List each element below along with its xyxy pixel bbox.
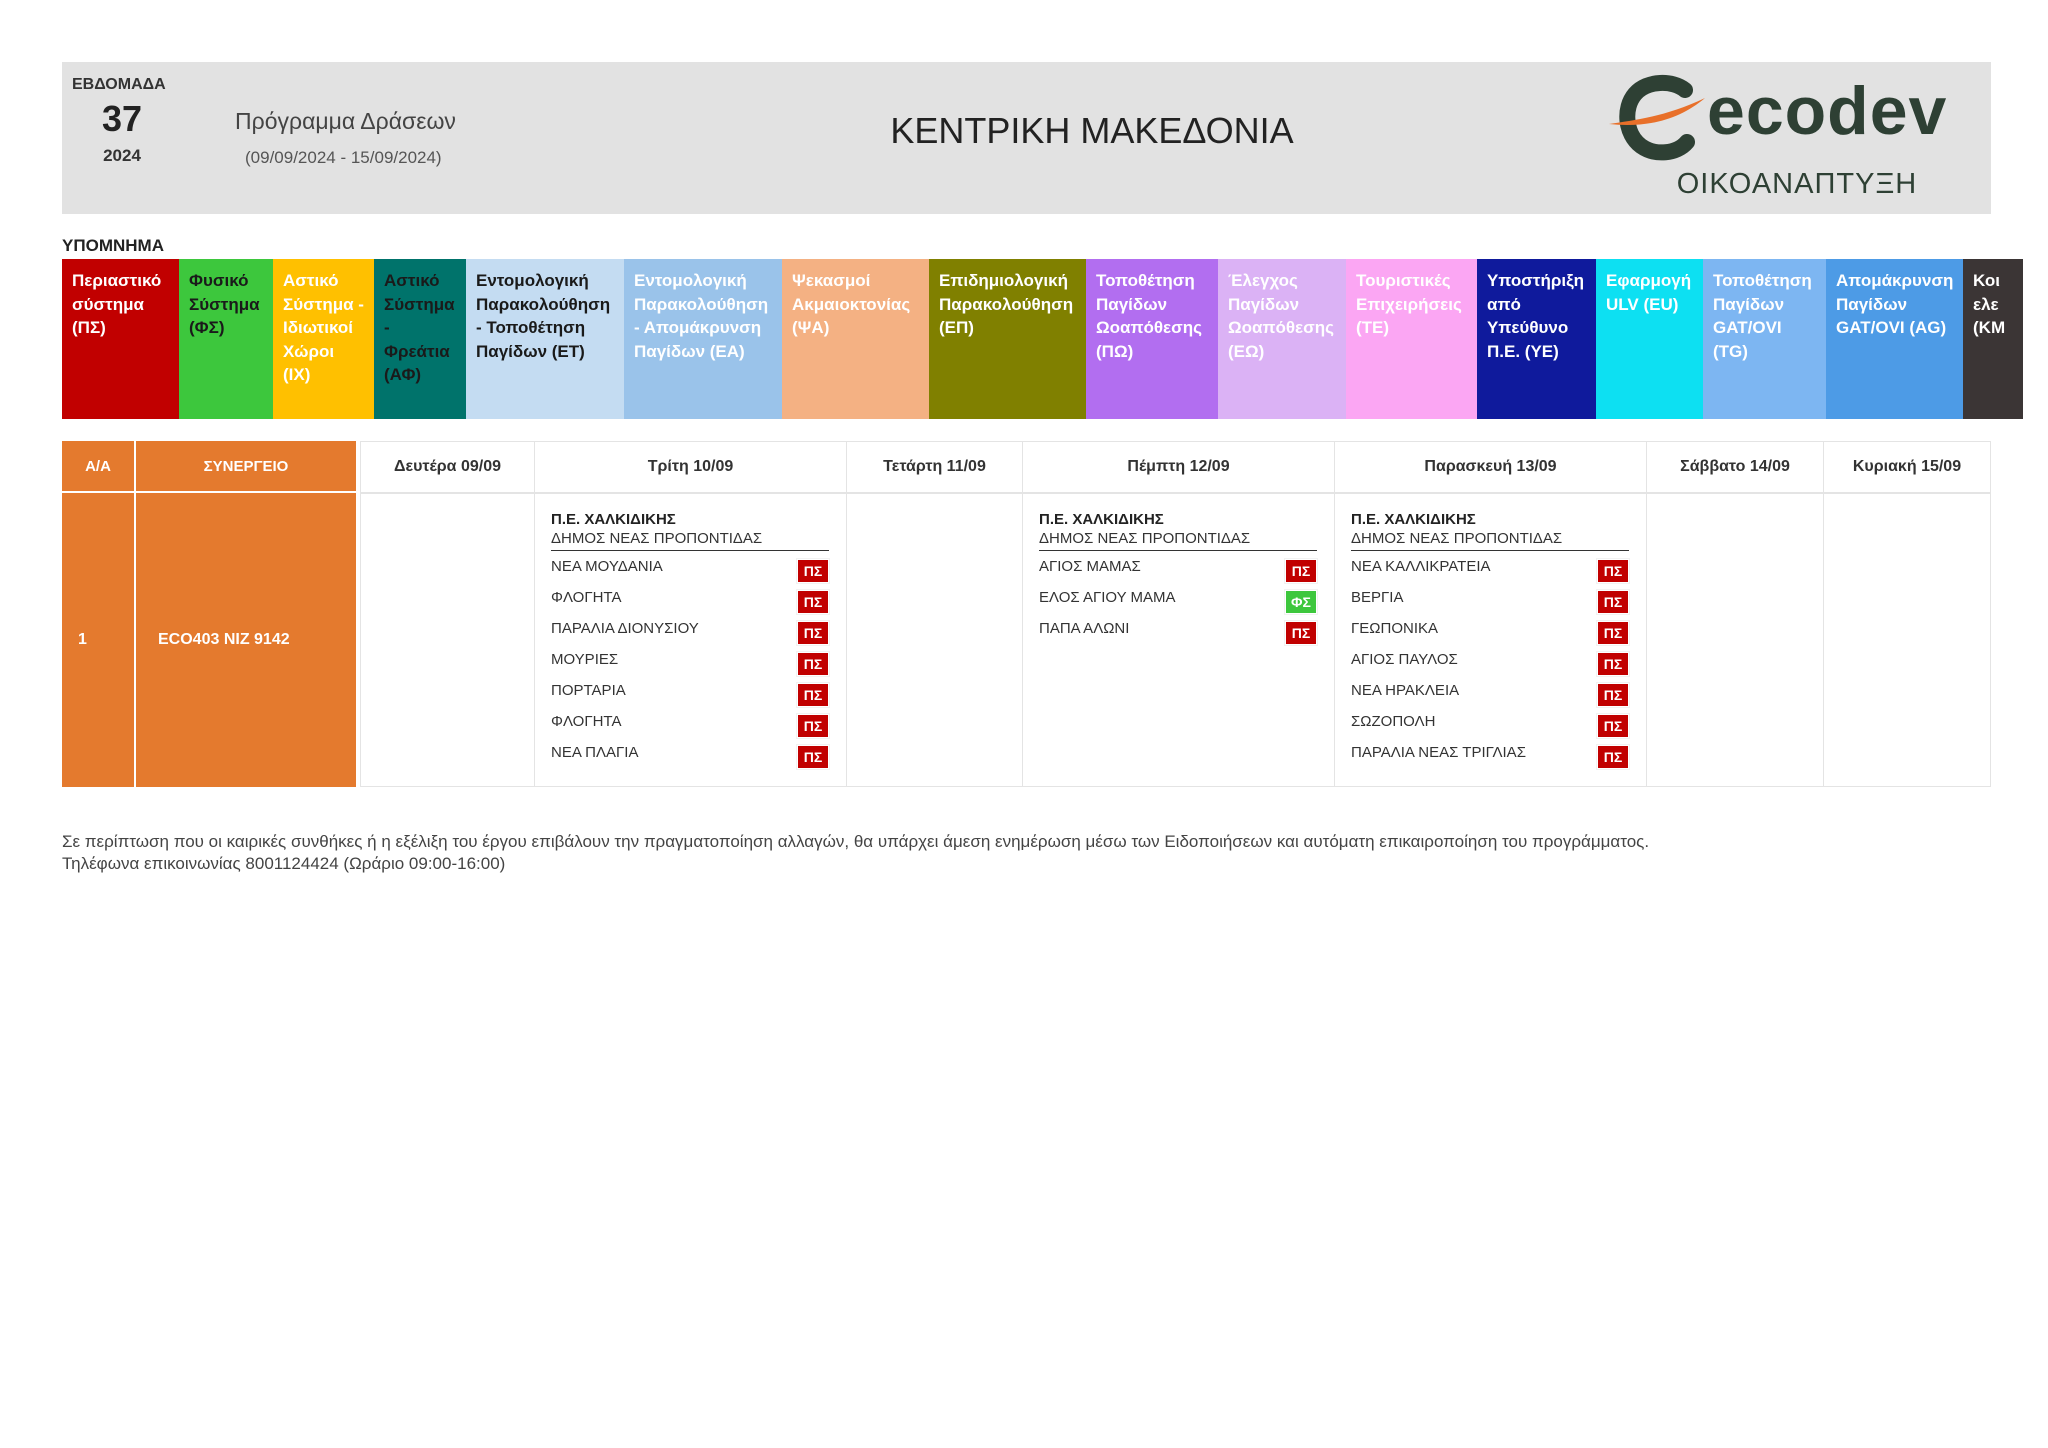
footer-disclaimer: Σε περίπτωση που οι καιρικές συνθήκες ή η εξέλιξη του έργου επιβάλουν την πραγματοποίηση αλλαγών, θα υπάρχει άμεση ενημέρωση μέσω των Ειδοποιήσεων και αυτόματη επικαιροποίηση του προγράμματος. [62, 832, 1650, 851]
legend-item: Τοποθέτηση Παγίδων Ωοαπόθεσης (ΠΩ) [1086, 259, 1218, 419]
logo-subtitle: ΟΙΚΟΑΝΑΠΤΥΞΗ [1676, 168, 1918, 200]
system-code-badge: ΠΣ [797, 652, 829, 676]
location-row [1039, 551, 1317, 582]
location-name: ΕΛΟΣ ΑΓΙΟΥ ΜΑΜΑ [1039, 589, 1176, 606]
location-row [551, 737, 829, 768]
system-code-badge: ΠΣ [1285, 621, 1317, 645]
legend-item: Τουριστικές Επιχειρήσεις (ΤΕ) [1346, 259, 1477, 419]
location-name: ΝΕΑ ΠΛΑΓΙΑ [551, 744, 639, 761]
program-dates: (09/09/2024 - 15/09/2024) [245, 148, 442, 167]
location-row [551, 644, 829, 675]
municipality: ΔΗΜΟΣ ΝΕΑΣ ΠΡΟΠΟΝΤΙΔΑΣ [551, 529, 829, 551]
location-name: ΦΛΟΓΗΤΑ [551, 713, 622, 730]
legend-item: Εφαρμογή ULV (EU) [1596, 259, 1703, 419]
crew-id: ECO403 NIZ 9142 [158, 631, 290, 648]
crew-column [136, 441, 358, 787]
regional-unit: Π.Ε. ΧΑΛΚΙΔΙΚΗΣ [551, 511, 676, 528]
location-row [551, 551, 829, 582]
aa-header: Α/Α [62, 441, 134, 493]
location-name: ΝΕΑ ΚΑΛΛΙΚΡΑΤΕΙΑ [1351, 558, 1491, 575]
day-column [535, 441, 847, 787]
legend-item: Κοι ελε (ΚΜ [1963, 259, 2023, 419]
system-code-badge: ΠΣ [797, 621, 829, 645]
location-row [551, 675, 829, 706]
system-code-badge: ΠΣ [1597, 714, 1629, 738]
footer-contact: Τηλέφωνα επικοινωνίας 8001124424 (Ωράριο 09:00-16:00) [62, 854, 506, 873]
day-column [1824, 441, 1991, 787]
location-row [1351, 613, 1629, 644]
location-row [1351, 582, 1629, 613]
day-header: Κυριακή 15/09 [1824, 442, 1990, 494]
system-code-badge: ΠΣ [1597, 683, 1629, 707]
legend [62, 259, 2006, 419]
page-header [62, 62, 1991, 214]
location-row [1351, 675, 1629, 706]
location-name: ΦΛΟΓΗΤΑ [551, 589, 622, 606]
system-code-badge: ΠΣ [1597, 559, 1629, 583]
location-name: ΒΕΡΓΙΑ [1351, 589, 1404, 606]
row-number: 1 [78, 631, 87, 648]
day-header: Πέμπτη 12/09 [1023, 442, 1334, 494]
day-header: Δευτέρα 09/09 [361, 442, 534, 494]
legend-item: Περιαστικό σύστημα (ΠΣ) [62, 259, 179, 419]
legend-item: Απομάκρυνση Παγίδων GAT/OVI (AG) [1826, 259, 1963, 419]
week-label: ΕΒΔΟΜΑΔΑ [72, 76, 166, 93]
location-name: ΝΕΑ ΜΟΥΔΑΝΙΑ [551, 558, 663, 575]
location-name: ΣΩΖΟΠΟΛΗ [1351, 713, 1436, 730]
day-entries [1039, 510, 1317, 644]
program-title: Πρόγραμμα Δράσεων [235, 108, 456, 134]
ecodev-logo [1607, 72, 1957, 204]
system-code-badge: ΠΣ [797, 683, 829, 707]
location-row [551, 582, 829, 613]
location-row [551, 706, 829, 737]
day-header: Σάββατο 14/09 [1647, 442, 1823, 494]
ecodev-logo-mark-icon [1607, 76, 1707, 166]
location-row [1351, 551, 1629, 582]
legend-item: Ψεκασμοί Ακμαιοκτονίας (ΨΑ) [782, 259, 929, 419]
day-header: Τρίτη 10/09 [535, 442, 846, 494]
location-name: ΑΓΙΟΣ ΠΑΥΛΟΣ [1351, 651, 1458, 668]
day-column [360, 441, 535, 787]
legend-item: Εντομολογική Παρακολούθηση - Απομάκρυνση Παγίδων (ΕΑ) [624, 259, 782, 419]
location-name: ΜΟΥΡΙΕΣ [551, 651, 619, 668]
day-entries [551, 510, 829, 768]
location-name: ΝΕΑ ΗΡΑΚΛΕΙΑ [1351, 682, 1460, 699]
crew-header: ΣΥΝΕΡΓΕΙΟ [136, 441, 356, 493]
location-name: ΠΑΠΑ ΑΛΩΝΙ [1039, 620, 1130, 637]
location-name: ΓΕΩΠΟΝΙΚΑ [1351, 620, 1438, 637]
week-year: 2024 [103, 146, 141, 165]
system-code-badge: ΠΣ [1285, 559, 1317, 583]
system-code-badge: ΠΣ [797, 745, 829, 769]
system-code-badge: ΠΣ [1597, 652, 1629, 676]
regional-unit: Π.Ε. ΧΑΛΚΙΔΙΚΗΣ [1351, 511, 1476, 528]
location-row [1039, 613, 1317, 644]
logo-wordmark: ecodev [1707, 73, 1948, 149]
legend-item: Φυσικό Σύστημα (ΦΣ) [179, 259, 273, 419]
footer-note [62, 831, 1991, 875]
legend-item: Αστικό Σύστημα - Φρεάτια (ΑΦ) [374, 259, 466, 419]
legend-item: Έλεγχος Παγίδων Ωοαπόθεσης (ΕΩ) [1218, 259, 1346, 419]
legend-item: Υποστήριξη από Υπεύθυνο Π.Ε. (ΥΕ) [1477, 259, 1596, 419]
day-entries [1351, 510, 1629, 768]
location-name: ΠΟΡΤΑΡΙΑ [551, 682, 626, 699]
week-number: 37 [101, 98, 143, 139]
legend-item: Εντομολογική Παρακολούθηση - Τοποθέτηση Παγίδων (ΕΤ) [466, 259, 624, 419]
system-code-badge: ΠΣ [797, 590, 829, 614]
system-code-badge: ΠΣ [797, 714, 829, 738]
legend-title: ΥΠΟΜΝΗΜΑ [62, 236, 164, 255]
system-code-badge: ΠΣ [1597, 621, 1629, 645]
day-column [847, 441, 1023, 787]
municipality: ΔΗΜΟΣ ΝΕΑΣ ΠΡΟΠΟΝΤΙΔΑΣ [1039, 529, 1317, 551]
legend-item: Τοποθέτηση Παγίδων GAT/OVI (TG) [1703, 259, 1826, 419]
day-column [1647, 441, 1824, 787]
location-row [1351, 706, 1629, 737]
day-column [1023, 441, 1335, 787]
aa-column [62, 441, 136, 787]
day-column [1335, 441, 1647, 787]
legend-item: Επιδημιολογική Παρακολούθηση (ΕΠ) [929, 259, 1086, 419]
schedule-table [62, 441, 1991, 787]
location-row [551, 613, 829, 644]
region-title: ΚΕΝΤΡΙΚΗ ΜΑΚΕΔΟΝΙΑ [890, 110, 1294, 151]
location-name: ΑΓΙΟΣ ΜΑΜΑΣ [1039, 558, 1141, 575]
regional-unit: Π.Ε. ΧΑΛΚΙΔΙΚΗΣ [1039, 511, 1164, 528]
location-name: ΠΑΡΑΛΙΑ ΔΙΟΝΥΣΙΟΥ [551, 620, 699, 637]
legend-item: Αστικό Σύστημα - Ιδιωτικοί Χώροι (ΙΧ) [273, 259, 374, 419]
municipality: ΔΗΜΟΣ ΝΕΑΣ ΠΡΟΠΟΝΤΙΔΑΣ [1351, 529, 1629, 551]
day-header: Παρασκευή 13/09 [1335, 442, 1646, 494]
location-row [1039, 582, 1317, 613]
day-header: Τετάρτη 11/09 [847, 442, 1022, 494]
system-code-badge: ΦΣ [1285, 590, 1317, 614]
location-row [1351, 644, 1629, 675]
location-name: ΠΑΡΑΛΙΑ ΝΕΑΣ ΤΡΙΓΛΙΑΣ [1351, 744, 1526, 761]
system-code-badge: ΠΣ [797, 559, 829, 583]
system-code-badge: ΠΣ [1597, 590, 1629, 614]
system-code-badge: ΠΣ [1597, 745, 1629, 769]
location-row [1351, 737, 1629, 768]
